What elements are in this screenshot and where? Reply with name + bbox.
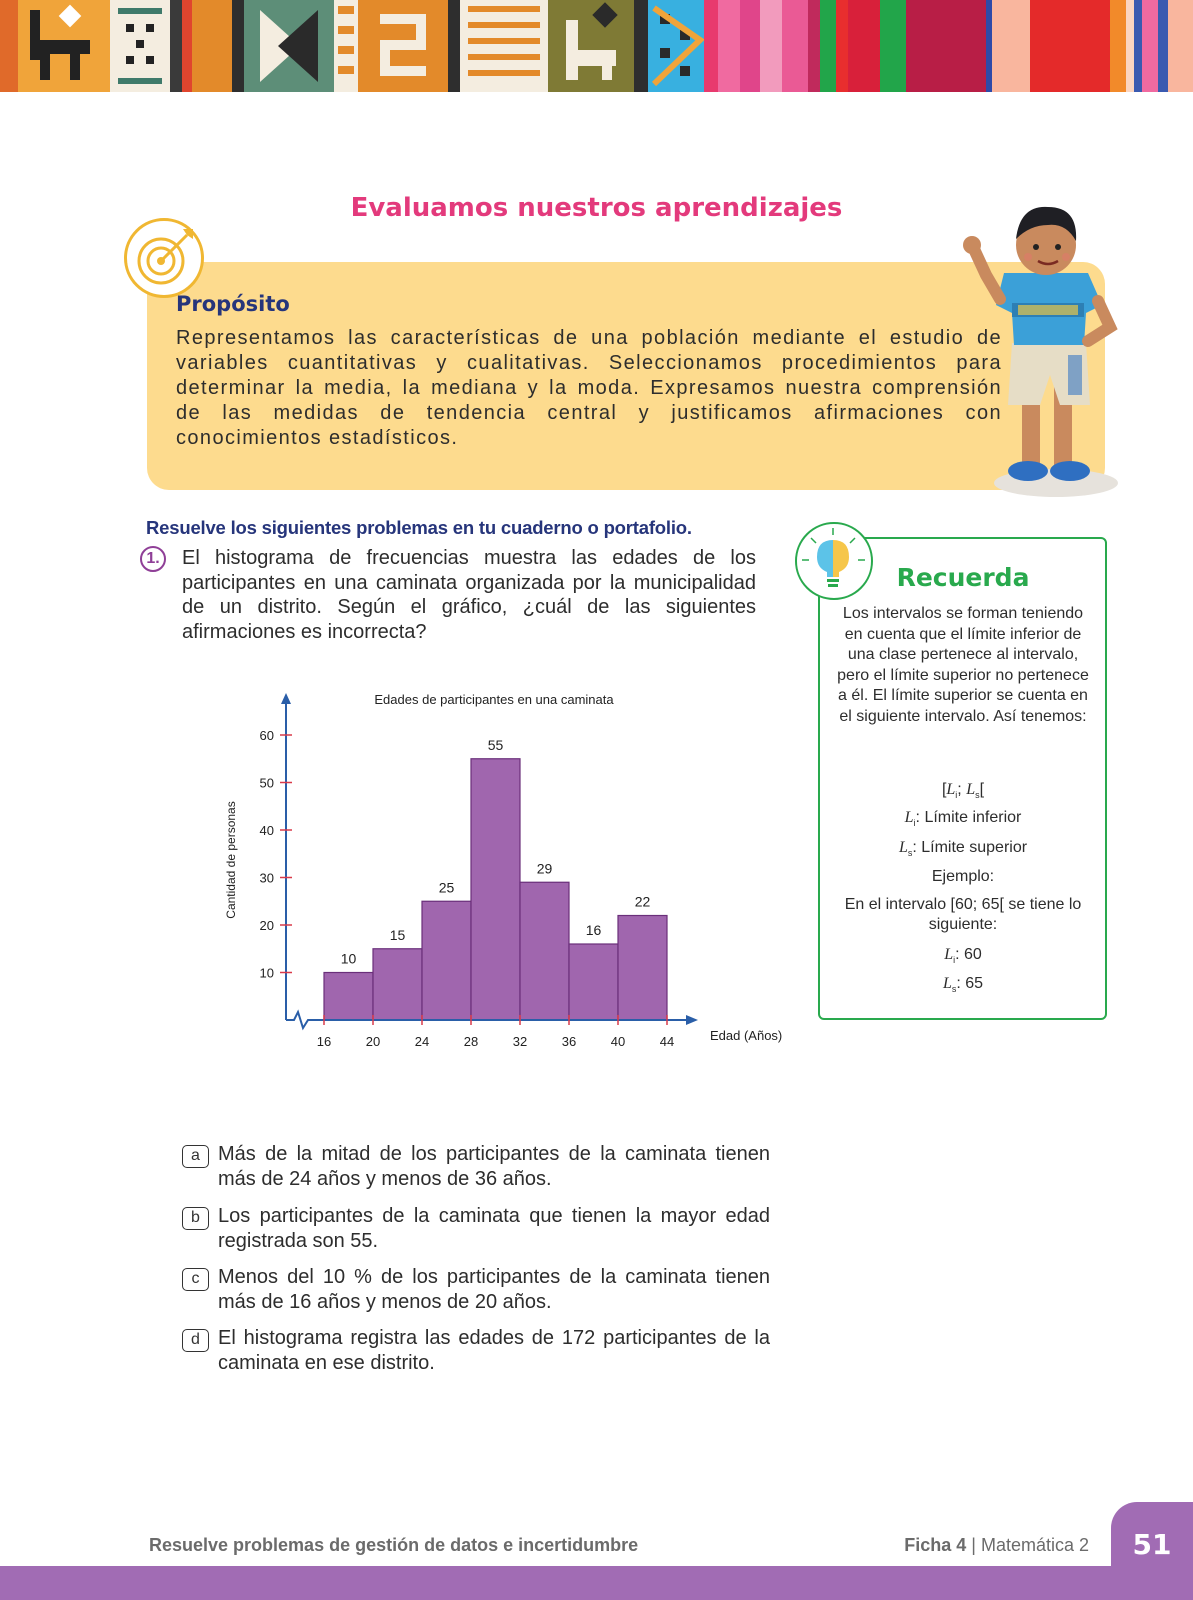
y-tick-label: 40 (259, 823, 274, 838)
option-text: Los participantes de la caminata que tienen la mayor edad registrada son 55. (218, 1205, 770, 1252)
x-axis-arrow (686, 1015, 698, 1025)
option-text: Menos del 10 % de los participantes de la caminata tienen más de 16 años y menos de 20 años. (218, 1266, 770, 1313)
bar-value-label: 16 (585, 922, 602, 938)
subject-label: Matemática 2 (980, 1535, 1089, 1555)
li-symbol: L (944, 946, 954, 963)
li-sub: i (913, 818, 916, 829)
histogram-bar (422, 901, 471, 1020)
example-text: En el intervalo [60; 65[ se tiene lo siguiente: (844, 896, 1082, 933)
ficha-label: Ficha 4 (904, 1535, 967, 1555)
chart-title: Edades de participantes en una caminata (374, 692, 614, 707)
x-tick-label: 44 (659, 1034, 675, 1049)
page-title: Evaluamos nuestros aprendizajes (350, 193, 843, 223)
notation-ls-sub: s (975, 790, 980, 801)
bar-value-label: 22 (634, 893, 651, 910)
y-tick-label: 50 (259, 775, 274, 791)
histogram-bar (324, 973, 373, 1021)
li-value: : 60 (955, 946, 982, 963)
notation-open: [ (941, 781, 947, 798)
bar-value-label: 10 (340, 950, 357, 967)
ls-symbol: L (942, 975, 952, 992)
option-letter: c (182, 1268, 209, 1291)
y-axis-label: Cantidad de personas (224, 801, 238, 919)
x-tick-label: 28 (463, 1034, 479, 1049)
target-icon (124, 218, 204, 298)
page-number: 51 (1132, 1528, 1172, 1561)
li-sub: i (953, 955, 956, 966)
x-tick-label: 24 (414, 1034, 430, 1049)
histogram-bar (373, 949, 422, 1020)
histogram-bar (569, 944, 618, 1020)
example-ls (832, 974, 1094, 999)
ls-sub: s (907, 848, 913, 859)
option-text: El histograma registra las edades de 172 participantes de la caminata en ese distrito. (218, 1327, 770, 1374)
y-tick-label: 20 (259, 918, 274, 933)
histogram-chart (220, 690, 790, 1070)
brain-lightbulb-icon (795, 522, 873, 600)
ls-label: : Límite superior (912, 839, 1028, 856)
y-axis-arrow (281, 693, 291, 704)
purpose-text: Representamos las características de una población mediante el estudio de variables cuantitativas y cualitativas. Seleccionamos procedimientos para determinar la media, la mediana y la moda. Expresamos nuestra comprensión de las medidas de tendencia central y justificamos afirmaciones con conocimientos estadísticos. (176, 327, 1002, 449)
footer-bar (0, 1566, 1193, 1600)
histogram-bar (471, 759, 520, 1020)
histogram-bar (618, 916, 667, 1021)
question-text: El histograma de frecuencias muestra las edades de los participantes en una caminata organizada por la municipalidad de un distrito. Según el gráfico, ¿cuál de las siguientes afirmaciones es incorrecta? (182, 547, 756, 643)
footer-ficha (904, 1535, 1089, 1556)
textile-pattern-graphic (0, 0, 1193, 92)
x-tick-label: 36 (561, 1034, 577, 1049)
ls-symbol: L (898, 839, 908, 856)
recuerda-body: Los intervalos se forman teniendo en cuenta que el límite inferior de una clase pertenece al intervalo, pero el límite superior no pertenece a él. El límite superior se cuenta en el siguiente intervalo. Así tenemos: (837, 605, 1089, 725)
decorative-textile-banner (0, 0, 1193, 92)
notation-sep: ; (957, 781, 967, 798)
y-tick-label: 30 (259, 870, 274, 886)
li-definition (832, 808, 1094, 833)
instruction-text: Resuelve los siguientes problemas en tu cuaderno o portafolio. (146, 517, 692, 538)
option-letter: a (182, 1145, 209, 1168)
li-label: : Límite inferior (915, 809, 1022, 826)
example-li (832, 945, 1094, 970)
footer-competency: Resuelve problemas de gestión de datos e incertidumbre (149, 1535, 639, 1555)
histogram-bar (520, 882, 569, 1020)
bar-value-label: 25 (438, 879, 455, 896)
example-label: Ejemplo: (931, 868, 995, 885)
y-tick-label: 60 (259, 728, 274, 743)
option-letter: d (182, 1329, 209, 1352)
interval-notation (832, 780, 1094, 805)
bar-value-label: 29 (536, 860, 553, 877)
li-symbol: L (904, 809, 914, 826)
ls-definition (832, 838, 1094, 863)
x-tick-label: 16 (316, 1034, 332, 1049)
x-axis-label: Edad (Años) (710, 1028, 783, 1043)
option-letter: b (182, 1207, 209, 1230)
y-tick-label: 10 (259, 965, 274, 981)
question-number-badge: 1. (140, 546, 166, 572)
purpose-heading: Propósito (176, 292, 290, 316)
ls-sub: s (951, 984, 957, 995)
footer-separator: | (966, 1535, 981, 1555)
bar-value-label: 55 (487, 736, 504, 753)
bar-value-label: 15 (389, 926, 406, 943)
notation-ls: L (966, 781, 976, 798)
notation-li: L (946, 781, 956, 798)
ls-value: : 65 (956, 975, 984, 992)
option-text: Más de la mitad de los participantes de la caminata tienen más de 24 años y menos de 36 años. (218, 1143, 770, 1190)
boy-illustration (960, 195, 1132, 507)
x-tick-label: 32 (512, 1034, 528, 1049)
notation-close: [ (979, 781, 985, 798)
x-tick-label: 40 (610, 1034, 626, 1049)
x-tick-label: 20 (365, 1034, 381, 1049)
notation-li-sub: i (955, 790, 958, 801)
recuerda-title: Recuerda (896, 563, 1030, 592)
